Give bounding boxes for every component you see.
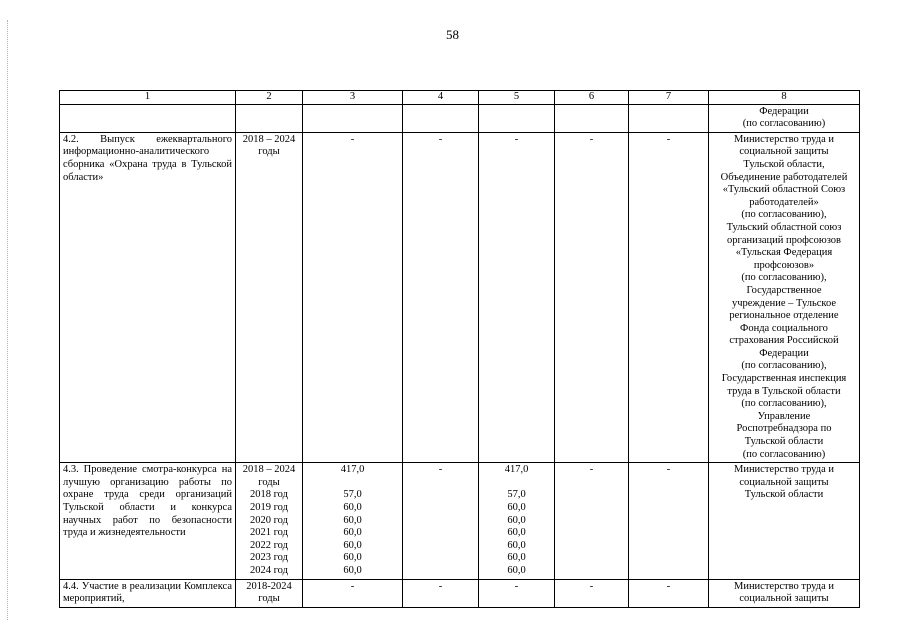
total-funding-cell: [303, 132, 403, 462]
regional-funding-cell: [479, 463, 555, 579]
cell-line: (по согласованию),: [741, 398, 827, 410]
regional-funding-cell: [479, 579, 555, 607]
cell-line: 2018-2024: [246, 580, 292, 592]
cell-line: Тульский областной союз: [726, 221, 842, 233]
cell-line: 60,0: [507, 552, 526, 564]
total-funding-cell: [303, 104, 403, 132]
cell-line: социальной защиты: [739, 146, 829, 158]
column-header-3: 3: [303, 91, 403, 105]
regional-funding-cell: [479, 132, 555, 462]
cell-line: 2022 год: [250, 539, 288, 551]
cell-line: 2018 год: [250, 489, 288, 501]
cell-line: (по согласованию),: [741, 272, 827, 284]
responsible-executor-cell: [709, 463, 860, 579]
measure-name-cell: [60, 104, 236, 132]
column-header-1: 1: [60, 91, 236, 105]
cell-line: -: [350, 133, 355, 145]
period-cell: [236, 104, 303, 132]
cell-line: годы: [258, 146, 280, 158]
period-cell: [236, 463, 303, 579]
period-cell: [236, 579, 303, 607]
table-row: [60, 132, 860, 462]
measure-name-cell: 4.2. Выпуск ежеквартального информационно-аналитического сборника «Охрана труда в Тульской области»: [60, 132, 236, 462]
column-header-4: 4: [403, 91, 479, 105]
cell-line: [306, 477, 399, 490]
cell-line: -: [438, 133, 443, 145]
cell-line: 417,0: [340, 464, 365, 476]
cell-line: Объединение работодателей: [720, 171, 848, 183]
cell-line: -: [438, 580, 443, 592]
cell-line: Федерации: [759, 105, 809, 117]
cell-line: Управление: [757, 410, 811, 422]
cell-line: Государственное: [746, 284, 822, 296]
scan-margin-marks: [7, 20, 10, 620]
cell-line: годы: [258, 593, 280, 605]
cell-line: 60,0: [507, 527, 526, 539]
cell-line: (по согласованию),: [741, 360, 827, 372]
column-header-2: 2: [236, 91, 303, 105]
cell-line: -: [438, 464, 443, 476]
responsible-executor-cell: [709, 579, 860, 607]
cell-line: профсоюзов»: [753, 259, 815, 271]
cell-line: Министерство труда и: [733, 580, 835, 592]
extrabudget-funding-cell: [629, 104, 709, 132]
cell-line: социальной защиты: [739, 593, 829, 605]
cell-line: 60,0: [343, 527, 362, 539]
cell-line: Министерство труда и: [733, 464, 835, 476]
cell-line: «Тульская Федерация: [735, 247, 833, 259]
cell-line: 2019 год: [250, 502, 288, 513]
measure-name-cell: 4.4. Участие в реализации Комплекса мероприятий,: [60, 579, 236, 607]
cell-line: -: [666, 580, 671, 592]
cell-line: -: [666, 464, 671, 476]
cell-line: -: [514, 133, 519, 145]
table-row: [60, 579, 860, 607]
cell-line: (по согласованию),: [741, 209, 827, 221]
cell-line: Тульской области,: [743, 158, 825, 170]
cell-line: организаций профсоюзов: [727, 234, 841, 246]
cell-line: 60,0: [343, 564, 362, 576]
regional-funding-cell: [479, 104, 555, 132]
cell-line: 60,0: [507, 514, 526, 526]
cell-line: 2024 год: [250, 564, 288, 576]
cell-line: Федерации: [759, 347, 809, 359]
cell-line: -: [589, 464, 594, 476]
federal-funding-cell: [403, 463, 479, 579]
cell-line: 2020 год: [250, 514, 288, 526]
cell-line: 60,0: [507, 539, 526, 551]
municipal-funding-cell: [555, 104, 629, 132]
total-funding-cell: [303, 579, 403, 607]
cell-line: 2023 год: [250, 552, 288, 564]
column-header-5: 5: [479, 91, 555, 105]
cell-line: социальной защиты: [739, 476, 829, 488]
responsible-executor-cell: [709, 132, 860, 462]
cell-line: 60,0: [343, 502, 362, 513]
page-number: 58: [446, 27, 459, 42]
column-header-8: 8: [709, 91, 860, 105]
extrabudget-funding-cell: [629, 579, 709, 607]
federal-funding-cell: [403, 132, 479, 462]
cell-line: 60,0: [507, 564, 526, 576]
measure-name-cell: 4.3. Проведение смотра-конкурса на лучшую организацию работы по охране труда среди организаций Тульской области и конкурса научных работ по безопасности труда и жизнедеятельности: [60, 463, 236, 579]
column-number-row: [60, 91, 860, 105]
extrabudget-funding-cell: [629, 463, 709, 579]
cell-line: «Тульский областной Союз: [722, 184, 846, 196]
cell-line: 60,0: [343, 514, 362, 526]
cell-line: 60,0: [343, 552, 362, 564]
extrabudget-funding-cell: [629, 132, 709, 462]
total-funding-cell: [303, 463, 403, 579]
cell-line: 417,0: [504, 464, 529, 476]
table-row: [60, 104, 860, 132]
column-header-7: 7: [629, 91, 709, 105]
cell-line: 60,0: [507, 502, 526, 513]
cell-line: труда в Тульской области: [727, 385, 841, 397]
municipal-funding-cell: [555, 132, 629, 462]
cell-line: 2021 год: [250, 527, 288, 539]
responsible-executor-cell: [709, 104, 860, 132]
cell-line: Роспотребнадзора по: [736, 423, 832, 435]
cell-line: Фонда социального: [740, 322, 828, 334]
cell-line: -: [514, 580, 519, 592]
table-row: [60, 463, 860, 579]
municipal-funding-cell: [555, 463, 629, 579]
federal-funding-cell: [403, 104, 479, 132]
cell-line: годы: [258, 476, 280, 488]
cell-line: -: [589, 580, 594, 592]
period-cell: [236, 132, 303, 462]
cell-line: работодателей»: [749, 196, 819, 208]
cell-line: Тульской области: [744, 436, 824, 448]
cell-line: 57,0: [507, 489, 526, 501]
municipal-funding-cell: [555, 579, 629, 607]
column-header-6: 6: [555, 91, 629, 105]
cell-line: учреждение – Тульское: [731, 297, 837, 309]
cell-line: -: [350, 580, 355, 592]
cell-line: 60,0: [343, 539, 362, 551]
cell-line: (по согласованию): [742, 448, 826, 460]
cell-line: 2018 – 2024: [242, 133, 296, 145]
cell-line: Министерство труда и: [733, 133, 835, 145]
cell-line: [482, 477, 551, 490]
cell-line: Тульской области: [744, 489, 824, 501]
cell-line: (по согласованию): [742, 118, 826, 130]
program-measures-table: [59, 90, 860, 608]
cell-line: -: [666, 133, 671, 145]
cell-line: -: [589, 133, 594, 145]
federal-funding-cell: [403, 579, 479, 607]
cell-line: 57,0: [343, 489, 362, 501]
cell-line: 2018 – 2024: [242, 464, 296, 476]
cell-line: региональное отделение: [729, 310, 839, 322]
cell-line: страхования Российской: [729, 335, 839, 347]
cell-line: Государственная инспекция: [721, 373, 847, 385]
